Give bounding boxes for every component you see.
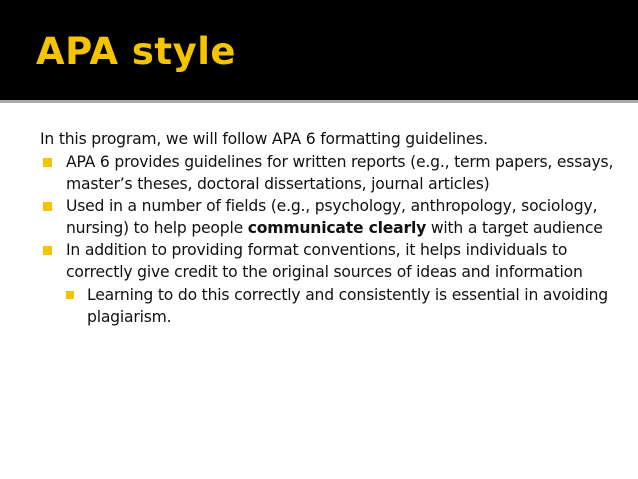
slide-body (40, 128, 620, 328)
slide-title: APA style (36, 30, 236, 73)
bullet-item (40, 239, 620, 283)
square-bullet-icon (43, 246, 52, 255)
bullet-item (40, 195, 620, 239)
bullet-text: APA 6 provides guidelines for written reports (e.g., term papers, essays, master’s theses, doctoral dissertations, journal articles) (66, 153, 614, 193)
bullet-text: Used in a number of fields (e.g., psychology, anthropology, sociology, nursing) to help people (66, 197, 598, 237)
title-bar (0, 0, 638, 103)
square-bullet-icon (43, 158, 52, 167)
bullet-text: with a target audience (426, 219, 603, 237)
intro-text: In this program, we will follow APA 6 formatting guidelines. (40, 130, 488, 148)
bullet-item (40, 151, 620, 195)
square-bullet-icon (43, 202, 52, 211)
sub-bullet-item (40, 284, 620, 328)
square-sub-bullet-icon (66, 291, 74, 299)
bullet-emphasis: communicate clearly (247, 219, 427, 237)
bullet-text: In addition to providing format conventions, it helps individuals to correctly give credit to the original sources of ideas and information (66, 241, 583, 281)
sub-bullet-text: Learning to do this correctly and consistently is essential in avoiding plagiarism. (87, 286, 608, 326)
